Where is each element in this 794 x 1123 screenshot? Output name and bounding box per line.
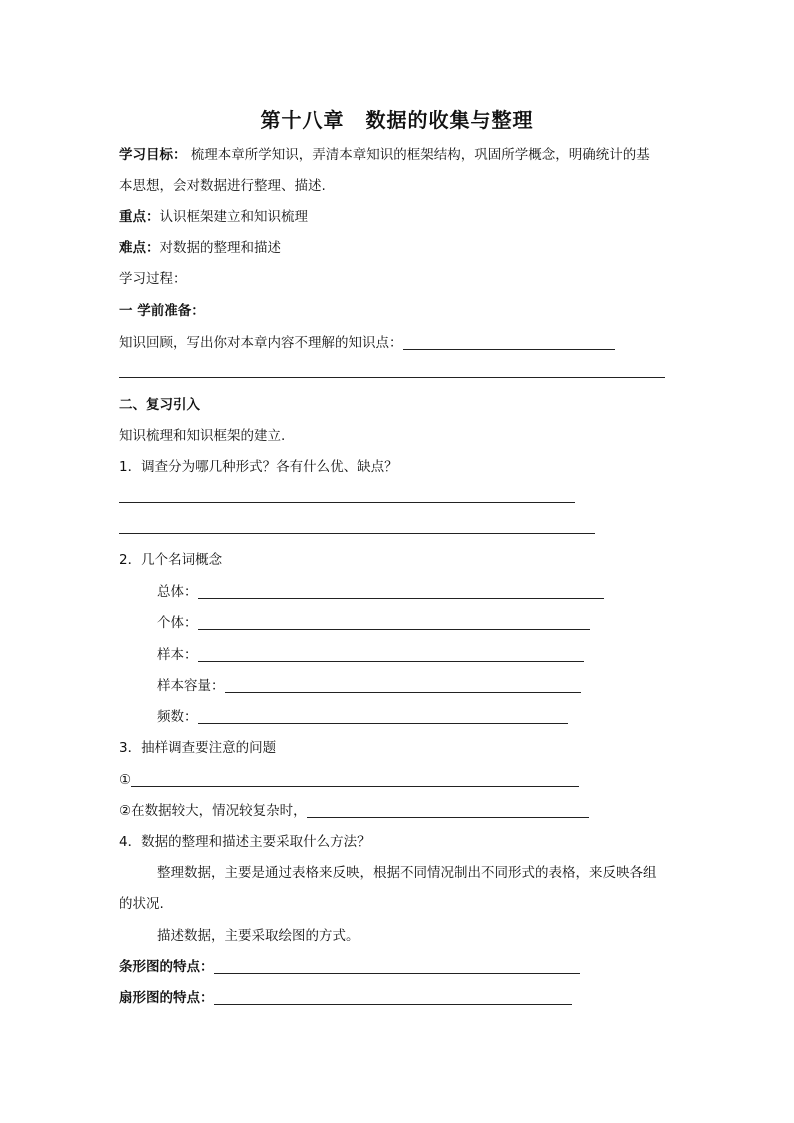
term-label: 频数： <box>157 709 198 725</box>
goal-label: 学习目标： <box>119 147 187 163</box>
pie-chart-feature-blank[interactable] <box>214 990 572 1005</box>
review-line <box>119 333 615 353</box>
term-answer-blank[interactable] <box>198 709 568 724</box>
bar-chart-feature-row <box>119 957 580 977</box>
review-answer-line[interactable] <box>119 377 665 378</box>
bar-chart-feature-label: 条形图的特点： <box>119 959 214 975</box>
term-label: 样本容量： <box>157 678 225 694</box>
pie-chart-feature-row <box>119 988 572 1008</box>
term-row <box>157 707 568 727</box>
term-row <box>157 582 604 602</box>
q3-item-1-blank[interactable] <box>131 772 579 787</box>
q3-item-1 <box>119 770 579 790</box>
page-title: 第十八章 数据的收集与整理 <box>260 108 534 132</box>
term-answer-blank[interactable] <box>198 584 604 599</box>
review-prompt: 知识回顾，写出你对本章内容不理解的知识点： <box>119 335 403 351</box>
q1-answer-line-2[interactable] <box>119 533 595 534</box>
q4-text-1: 整理数据，主要是通过表格来反映，根据不同情况制出不同形式的表格，来反映各组 <box>157 865 657 881</box>
difficulty-line <box>119 238 281 258</box>
term-answer-blank[interactable] <box>198 647 584 662</box>
term-answer-blank[interactable] <box>225 678 581 693</box>
section2-heading: 二、复习引入 <box>119 397 200 413</box>
pie-chart-feature-label: 扇形图的特点： <box>119 990 214 1006</box>
term-row <box>157 676 581 696</box>
difficulty-label: 难点： <box>119 240 160 256</box>
key-point-label: 重点： <box>119 209 160 225</box>
term-row <box>157 613 590 633</box>
question-4: 4．数据的整理和描述主要采取什么方法？ <box>119 834 371 850</box>
q4-text-3: 描述数据，主要采取绘图的方式。 <box>157 928 360 944</box>
term-row <box>157 645 584 665</box>
term-label: 个体： <box>157 615 198 631</box>
q3-item-2-blank[interactable] <box>307 803 589 818</box>
question-2: 2．几个名词概念 <box>119 552 223 568</box>
key-point-line <box>119 207 308 227</box>
goal-line-2: 本思想，会对数据进行整理、描述. <box>119 178 326 194</box>
section1-heading: 一 学前准备： <box>119 303 205 319</box>
question-3: 3．抽样调查要注意的问题 <box>119 740 277 756</box>
process-label: 学习过程： <box>119 271 187 287</box>
key-point-text: 认识框架建立和知识梳理 <box>159 209 308 225</box>
q3-item-2-text: ②在数据较大，情况较复杂时， <box>119 803 307 819</box>
q4-text-2: 的状况. <box>119 896 164 912</box>
review-answer-blank[interactable] <box>403 335 615 350</box>
q3-item-1-marker: ① <box>119 772 132 788</box>
q3-item-2 <box>119 801 589 821</box>
term-label: 样本： <box>157 647 198 663</box>
bar-chart-feature-blank[interactable] <box>214 959 580 974</box>
term-label: 总体： <box>157 584 198 600</box>
q1-answer-line-1[interactable] <box>119 502 575 503</box>
goal-line-1 <box>119 145 650 165</box>
section2-intro: 知识梳理和知识框架的建立. <box>119 428 286 444</box>
question-1: 1．调查分为哪几种形式？各有什么优、缺点？ <box>119 459 398 475</box>
difficulty-text: 对数据的整理和描述 <box>159 240 281 256</box>
term-answer-blank[interactable] <box>198 615 590 630</box>
goal-text-1: 梳理本章所学知识，弄清本章知识的框架结构，巩固所学概念，明确统计的基 <box>186 147 650 163</box>
